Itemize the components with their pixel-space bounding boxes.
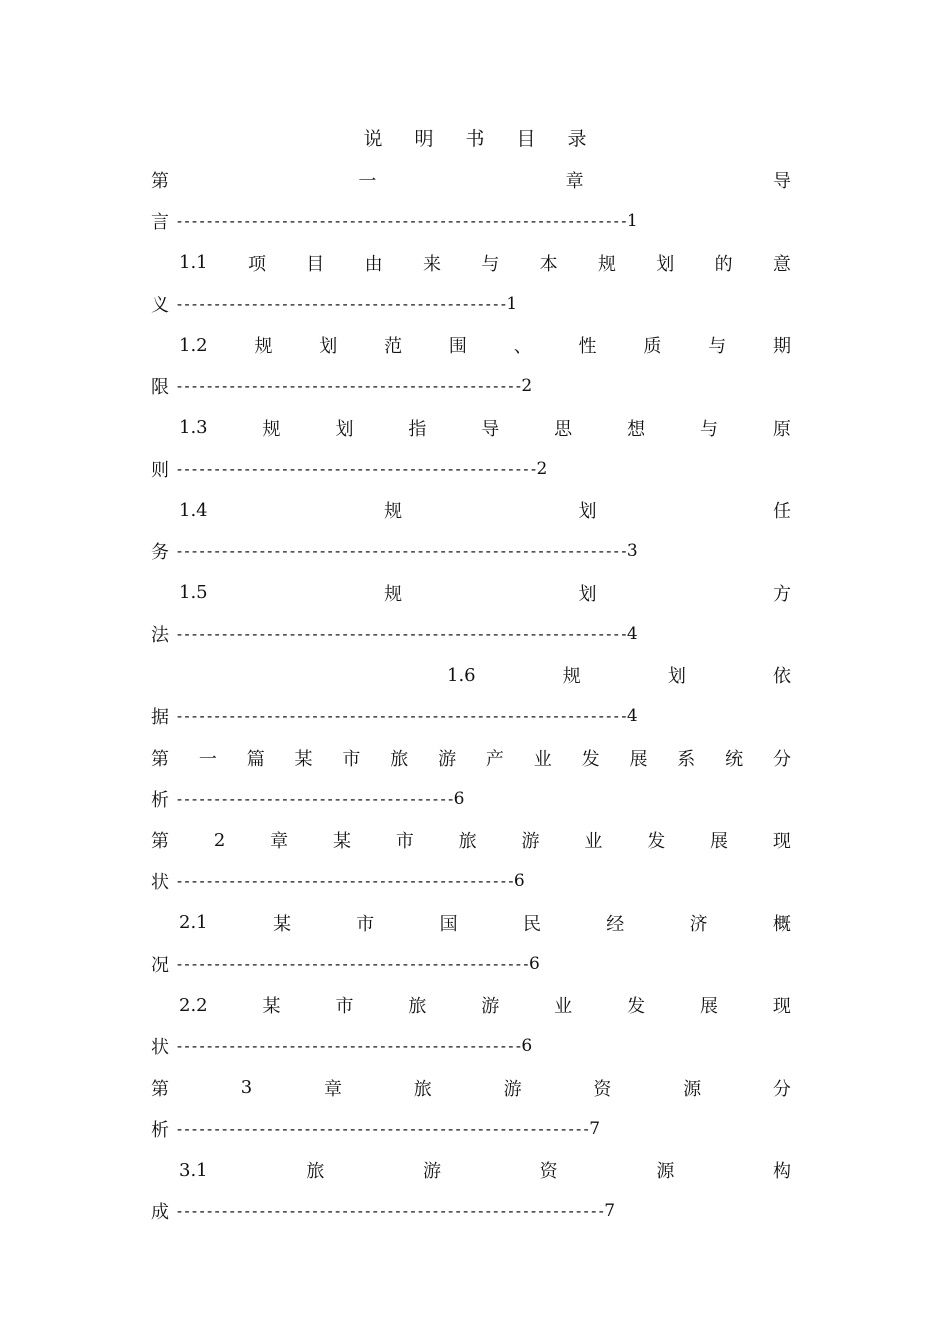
toc-heading-token: 游	[521, 831, 540, 852]
title-char: 明	[414, 128, 434, 150]
toc-heading-token: 第	[151, 831, 169, 852]
toc-page-number: 3	[626, 541, 638, 561]
toc-page-number: 7	[589, 1118, 601, 1139]
toc-page-number: 4	[626, 706, 638, 726]
toc-entry[interactable]	[151, 331, 791, 400]
toc-heading-last-char: 务	[151, 542, 169, 563]
toc-dash-leader: --------------------------------------------	[175, 294, 507, 313]
toc-heading-token: 民	[522, 913, 541, 935]
toc-heading-token: 发	[581, 748, 600, 770]
toc-entry[interactable]	[151, 249, 791, 318]
toc-page-number: 6	[521, 1036, 533, 1056]
toc-heading-token: 划	[667, 666, 686, 687]
toc-entry-leader-line	[151, 1032, 791, 1060]
toc-heading-last-char: 成	[151, 1202, 169, 1223]
toc-heading-token: 1.5	[179, 582, 208, 603]
toc-entry-heading-line	[151, 661, 791, 689]
toc-heading-last-char: 状	[151, 872, 169, 893]
toc-dash-leader: ------------------------------------------------------------	[175, 707, 627, 725]
toc-entry-leader-line	[151, 1115, 791, 1143]
toc-entry-leader-line	[151, 1197, 791, 1225]
toc-dash-leader: ------------------------------------------------------------	[175, 212, 627, 230]
title-char: 书	[465, 128, 485, 150]
toc-entry-heading-line	[151, 1156, 791, 1184]
toc-heading-last-char: 法	[151, 624, 169, 646]
toc-heading-token: 1.6	[447, 664, 476, 686]
toc-entry-heading-line	[151, 579, 791, 607]
toc-heading-token: 旅	[390, 748, 409, 770]
toc-heading-token: 发	[627, 996, 646, 1017]
toc-heading-token: 1.3	[179, 417, 208, 438]
toc-heading-token: 导	[481, 418, 500, 440]
toc-heading-token: 旅	[306, 1161, 325, 1182]
toc-entry[interactable]	[151, 496, 791, 565]
toc-heading-token: 2.1	[179, 912, 208, 933]
toc-heading-token: 规	[597, 253, 616, 275]
toc-entry[interactable]	[151, 826, 791, 895]
toc-entry-heading-line	[151, 909, 791, 937]
toc-heading-last-char: 义	[151, 294, 169, 316]
toc-heading-token: 思	[554, 418, 573, 440]
toc-heading-token: 统	[725, 748, 744, 770]
toc-heading-token: 游	[503, 1078, 522, 1100]
toc-heading-token: 划	[319, 336, 338, 357]
toc-heading-token: 、	[513, 336, 532, 357]
toc-heading-token: 第	[151, 748, 169, 770]
toc-entry-leader-line	[151, 950, 791, 978]
toc-heading-token: 系	[677, 748, 696, 770]
title-char: 录	[567, 128, 587, 150]
toc-heading-token: 1.4	[179, 499, 208, 521]
toc-heading-last-char: 言	[151, 212, 169, 233]
toc-dash-leader: -------------------------------------------------------	[175, 1119, 590, 1138]
toc-heading-token: 2.2	[179, 994, 208, 1016]
toc-heading-token: 与	[481, 253, 500, 275]
toc-heading-token: 构	[773, 1161, 791, 1182]
toc-heading-token: 一	[198, 748, 217, 770]
toc-heading-token: 第	[151, 171, 169, 192]
toc-heading-token: 现	[772, 831, 791, 852]
toc-heading-token: 业	[584, 831, 603, 852]
toc-heading-token: 旅	[413, 1078, 432, 1100]
toc-dash-leader: ---------------------------------------------	[175, 872, 514, 890]
toc-heading-token: 概	[772, 913, 791, 935]
toc-heading-token: 由	[364, 253, 383, 275]
toc-heading-token: 市	[342, 748, 361, 770]
toc-heading-token: 游	[481, 996, 500, 1017]
toc-heading-token: 本	[539, 253, 558, 275]
toc-dash-leader: ----------------------------------------------	[175, 377, 522, 395]
toc-page-number: 7	[604, 1201, 616, 1221]
toc-heading-token: 展	[699, 996, 718, 1017]
toc-entry[interactable]	[151, 1156, 791, 1225]
toc-heading-last-char: 限	[151, 377, 169, 398]
title-char: 目	[516, 128, 536, 150]
toc-heading-token: 依	[772, 666, 791, 687]
toc-dash-leader: ------------------------------------------------	[175, 459, 537, 478]
toc-heading-token: 业	[554, 996, 573, 1017]
toc-heading-token: 发	[647, 831, 666, 852]
toc-heading-token: 与	[699, 418, 718, 440]
toc-heading-token: 原	[772, 418, 791, 440]
toc-heading-token: 国	[439, 913, 458, 935]
toc-heading-token: 目	[306, 253, 325, 275]
toc-heading-token: 规	[384, 583, 403, 605]
toc-heading-token: 资	[593, 1078, 612, 1100]
toc-heading-token: 某	[294, 748, 313, 770]
toc-heading-token: 某	[272, 913, 291, 935]
toc-dash-leader: -----------------------------------------------	[175, 954, 529, 973]
toc-entry-heading-line	[151, 331, 791, 359]
toc-page-number: 6	[453, 788, 465, 809]
toc-heading-token: 规	[254, 336, 273, 357]
toc-heading-token: 划	[578, 583, 597, 605]
toc-heading-token: 指	[408, 418, 427, 440]
toc-heading-token: 篇	[246, 748, 265, 770]
toc-entry[interactable]	[151, 166, 791, 235]
toc-heading-token: 来	[422, 253, 441, 275]
document-title	[0, 124, 950, 151]
toc-dash-leader: -------------------------------------	[175, 789, 454, 808]
toc-heading-token: 规	[384, 501, 403, 522]
toc-heading-token: 旅	[408, 996, 427, 1017]
toc-heading-token: 性	[578, 336, 597, 357]
toc-heading-token: 方	[773, 583, 791, 605]
toc-heading-token: 质	[643, 336, 662, 357]
toc-heading-token: 展	[710, 831, 729, 852]
toc-dash-leader: ------------------------------------------------------------	[175, 542, 627, 560]
toc-entry-leader-line	[151, 867, 791, 895]
toc-heading-token: 市	[335, 996, 354, 1017]
toc-heading-token: 划	[335, 418, 354, 440]
toc-heading-token: 导	[772, 171, 791, 192]
toc-entry[interactable]	[151, 661, 791, 730]
toc-dash-leader: ---------------------------------------------------------	[175, 1202, 605, 1220]
toc-heading-token: 围	[448, 336, 467, 357]
toc-heading-token: 第	[151, 1078, 169, 1100]
toc-page-number: 4	[626, 623, 638, 644]
toc-heading-token: 展	[629, 748, 648, 770]
toc-entry-leader-line	[151, 537, 791, 565]
toc-entry-heading-line	[151, 249, 791, 277]
toc-page-number: 1	[626, 211, 638, 231]
toc-heading-token: 划	[578, 501, 597, 522]
toc-heading-last-char: 据	[151, 707, 169, 728]
toc-heading-token: 章	[565, 171, 584, 192]
toc-heading-token: 规	[562, 666, 581, 687]
toc-entry[interactable]	[151, 579, 791, 648]
toc-heading-token: 旅	[458, 831, 477, 852]
toc-entry[interactable]	[151, 909, 791, 978]
toc-heading-token: 期	[772, 336, 791, 357]
toc-heading-token: 资	[539, 1161, 558, 1182]
toc-heading-token: 规	[262, 418, 281, 440]
toc-entry-heading-line	[151, 496, 791, 524]
toc-heading-token: 市	[356, 913, 375, 935]
toc-entry-leader-line	[151, 455, 791, 483]
toc-entry[interactable]	[151, 414, 791, 483]
toc-entry-leader-line	[151, 207, 791, 235]
toc-heading-token: 市	[395, 831, 414, 852]
toc-heading-token: 1.2	[179, 334, 208, 356]
toc-page-number: 1	[506, 293, 518, 314]
toc-heading-token: 游	[422, 1161, 441, 1182]
toc-entry-heading-line	[151, 166, 791, 194]
toc-heading-token: 章	[324, 1078, 343, 1100]
toc-heading-token: 济	[689, 913, 708, 935]
toc-page-number: 2	[536, 458, 548, 479]
toc-heading-token: 3.1	[179, 1159, 208, 1181]
toc-heading-last-char: 状	[151, 1037, 169, 1058]
toc-heading-token: 章	[270, 831, 289, 852]
toc-page-number: 6	[528, 953, 540, 974]
toc-heading-token: 某	[262, 996, 281, 1017]
toc-heading-last-char: 析	[151, 1119, 169, 1141]
toc-heading-token: 1.1	[179, 252, 208, 273]
toc-entry-leader-line	[151, 785, 791, 813]
toc-heading-token: 范	[384, 336, 403, 357]
toc-entry-heading-line	[151, 744, 791, 772]
toc-entry-leader-line	[151, 620, 791, 648]
toc-heading-token: 任	[773, 501, 791, 522]
toc-page-number: 6	[513, 871, 525, 891]
toc-entry-leader-line	[151, 372, 791, 400]
toc-heading-token: 3	[240, 1077, 253, 1098]
toc-entry-leader-line	[151, 702, 791, 730]
toc-entry-heading-line	[151, 826, 791, 854]
toc-entry[interactable]	[151, 991, 791, 1060]
toc-entry-heading-line	[151, 991, 791, 1019]
toc-entry[interactable]	[151, 1074, 791, 1143]
toc-heading-token: 业	[533, 748, 552, 770]
toc-entry-heading-line	[151, 414, 791, 442]
toc-heading-last-char: 析	[151, 789, 169, 811]
toc-dash-leader: ----------------------------------------------	[175, 1037, 522, 1055]
toc-entry-leader-line	[151, 290, 791, 318]
toc-heading-token: 产	[485, 748, 504, 770]
toc-heading-last-char: 况	[151, 954, 169, 976]
toc-heading-token: 源	[656, 1161, 675, 1182]
toc-heading-token: 意	[772, 253, 791, 275]
toc-heading-token: 划	[656, 253, 675, 275]
toc-heading-token: 某	[332, 831, 351, 852]
toc-heading-token: 现	[772, 996, 791, 1017]
toc-heading-token: 与	[708, 336, 727, 357]
toc-heading-last-char: 则	[151, 459, 169, 481]
toc-heading-token: 游	[438, 748, 457, 770]
toc-heading-token: 的	[714, 253, 733, 275]
toc-heading-token: 源	[683, 1078, 702, 1100]
toc-heading-token: 分	[772, 748, 791, 770]
title-char: 说	[363, 128, 383, 150]
toc-dash-leader: ------------------------------------------------------------	[175, 624, 627, 643]
toc-heading-token: 2	[213, 829, 226, 851]
toc-heading-token: 一	[358, 171, 377, 192]
toc-entry-heading-line	[151, 1074, 791, 1102]
toc-page-number: 2	[521, 376, 533, 396]
toc-entry[interactable]	[151, 744, 791, 813]
toc-heading-token: 分	[772, 1078, 791, 1100]
toc-heading-token: 项	[247, 253, 266, 275]
toc-heading-token: 想	[627, 418, 646, 440]
toc-heading-token: 经	[606, 913, 625, 935]
